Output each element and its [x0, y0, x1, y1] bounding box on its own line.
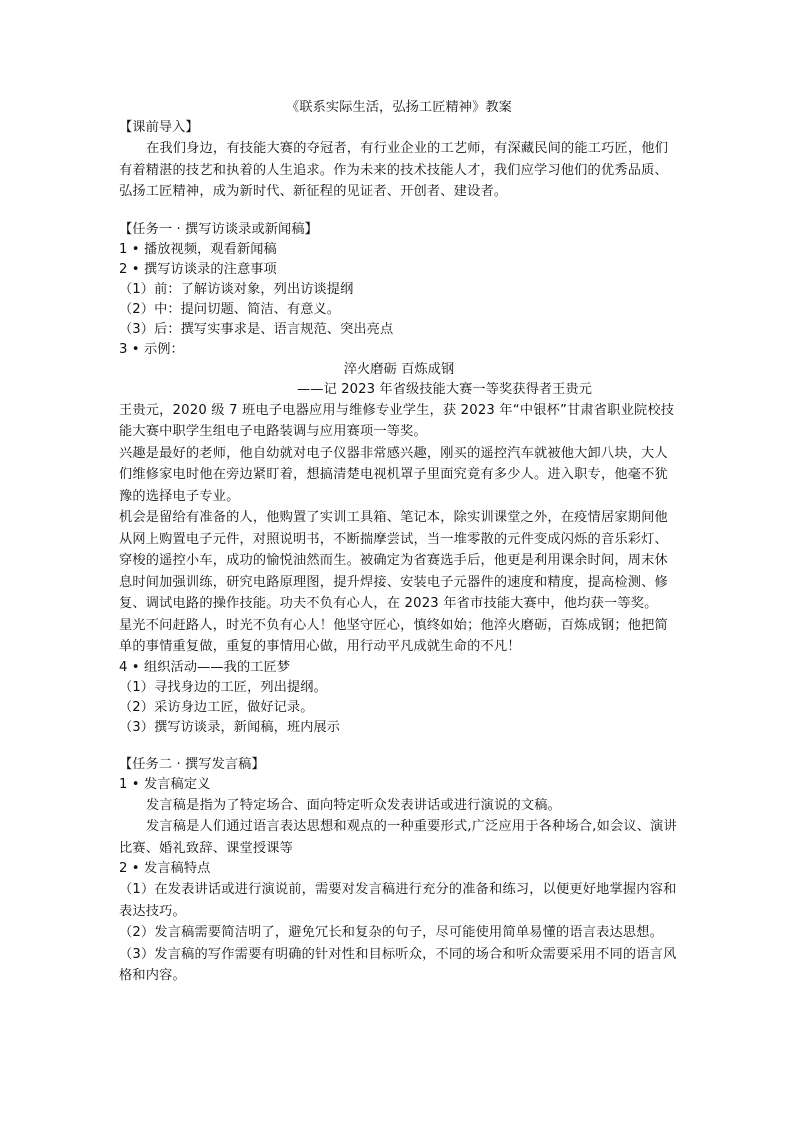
- task1-item-4-1: （1）寻找身边的工匠，列出提纲。: [119, 679, 327, 695]
- task1-item-1: 1 • 播放视频，观看新闻稿: [119, 241, 277, 257]
- example-paragraph-2: 兴趣是最好的老师，他自幼就对电子仪器非常感兴趣，刚买的遥控汽车就被他大卸八块，大人们维修家电时他在旁边紧盯着，想搞清楚电视机罩子里面究竟有多少人。进入职专，他毫不犹豫的选择电子专业。: [119, 445, 668, 504]
- document-title: 《联系实际生活，弘扬工匠精神》教案: [286, 100, 512, 115]
- task2-feature-3: （3）发言稿的写作需要有明确的针对性和目标听众，不同的场合和听众需要采用不同的语言风格和内容。: [119, 946, 677, 983]
- task1-item-2-2: （2）中：提问切题、简洁、有意义。: [119, 301, 341, 317]
- task2-feature-2: （2）发言稿需要简洁明了，避免冗长和复杂的句子，尽可能使用简单易懂的语言表达思想。: [119, 925, 664, 940]
- task2-definition-2: 发言稿是人们通过语言表达思想和观点的一种重要形式,广泛应用于各种场合,如会议、演讲比赛、婚礼致辞、课堂授课等: [119, 819, 677, 856]
- task2-item-2: 2 • 发言稿特点: [119, 861, 211, 876]
- task1-heading: 【任务一 · 撰写访谈录或新闻稿】: [119, 221, 318, 237]
- example-paragraph-4: 星光不问赶路人，时光不负有心人！他坚守匠心，慎终如始；他淬火磨砺，百炼成钢；他把简单的事情重复做，重复的事情用心做，用行动平凡成就生命的不凡！: [119, 617, 668, 654]
- example-paragraph-1: 王贵元，2020 级 7 班电子电器应用与维修专业学生，获 2023 年“中银杯”甘肃省职业院校技能大赛中职学生组电子电路装调与应用赛项一等奖。: [119, 402, 675, 439]
- example-subtitle: ——记 2023 年省级技能大赛一等奖获得者王贵元: [297, 381, 593, 397]
- task2-feature-1: （1）在发表讲话或进行演说前，需要对发言稿进行充分的准备和练习，以便更好地掌握内容和表达技巧。: [119, 882, 677, 919]
- example-title: 淬火磨砺 百炼成钢: [343, 361, 455, 377]
- intro-paragraph: 在我们身边，有技能大赛的夺冠者，有行业企业的工艺师，有深藏民间的能工巧匠，他们有着精湛的技艺和执着的人生追求。作为未来的技术技能人才，我们应学习他们的优秀品质、弘扬工匠精神，成为新时代、新征程的见证者、开创者、建设者。: [119, 141, 669, 199]
- example-paragraph-3: 机会是留给有准备的人，他购置了实训工具箱、笔记本，除实训课堂之外，在疫情居家期间他从网上购置电子元件，对照说明书，不断揣摩尝试，当一堆零散的元件变成闪烁的音乐彩灯、穿梭的遥控小车，成功的愉悦油然而生。被确定为省赛选手后，他更是利用课余时间，周末休息时间加强训练，研究电路原理图，提升焊接、安装电子元器件的速度和精度，提高检测、修复、调试电路的操作技能。功夫不负有心人，在 2023 年省市技能大赛中，他均获一等奖。: [119, 510, 668, 611]
- task2-heading: 【任务二 · 撰写发言稿】: [119, 756, 265, 772]
- task1-item-2-1: （1）前：了解访谈对象，列出访谈提纲: [119, 281, 354, 297]
- task1-item-4-2: （2）采访身边工匠，做好记录。: [119, 699, 314, 715]
- task1-item-2: 2 • 撰写访谈录的注意事项: [119, 261, 277, 277]
- intro-heading: 【课前导入】: [119, 120, 199, 135]
- document-page: [119, 98, 679, 987]
- task2-item-1: 1 • 发言稿定义: [119, 776, 211, 792]
- task1-item-4: 4 • 组织活动——我的工匠梦: [119, 659, 291, 675]
- task1-item-4-3: （3）撰写访谈录，新闻稿，班内展示: [119, 719, 341, 735]
- task1-item-2-3: （3）后：撰写实事求是、语言规范、突出亮点: [119, 321, 394, 337]
- task1-item-3: 3 • 示例：: [119, 341, 184, 357]
- task2-definition-1: 发言稿是指为了特定场合、面向特定听众发表讲话或进行演说的文稿。: [146, 797, 562, 813]
